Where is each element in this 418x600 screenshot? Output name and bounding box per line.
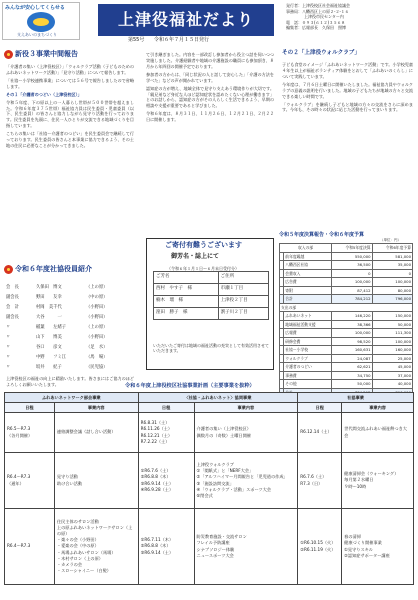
table-row: 楠木 瑠 様 上津役２丁目: [154, 296, 269, 308]
section3-title: その２「上津役ウォルクラブ」: [282, 50, 360, 56]
flower-icon: [4, 50, 13, 59]
issue-number: 第55号: [128, 37, 145, 43]
table-row: 西村 やす子 様 市瀬１丁目: [154, 284, 269, 296]
newsletter-title: 上津役福祉だより: [98, 4, 274, 36]
donation-box: [146, 238, 274, 370]
table-row: R6.5～R7.3 （各月開催） 連絡調整会議（話し合い活動） R6.8.31（土） R6.11.26（土） R6.12.21（土） R7.2.22（土） 介護者の集い（上津役校区） 偶数月の（奇数）土曜日開催 R6.12.14（土） 世代間交流ふれあい福祉餅つき大会: [5, 413, 414, 453]
section1-body: 「介護者の集い（上津役校区）」「ウォルクラブ活動（子どものためのふれあいネットワーク活動）」「見守り活動」について報告します。 「社協ー小学校連携事業」については５６号で報告しましたので省略します。 その１「介護者のつどい（上津役校区）」 令和５年度、下の原以上の一人暮らし世帯が５００世帯を超えました。令和６年度３７５世帯）福祉協力員は民生委員・児童委員（以下、民生委員）の皆さんと協力しながら見守り活動を行っております。民生委員を先頭に、住民一人ひとりが交流できる地域づくりを目指しています。 こちらの集いは「社協ー介護者のつどい」を民生委員会で継続して行っております。民生委員の皆さんと本事業に協力できるよう、その土地の住民に必要なことが分かってきました。: [6, 64, 134, 149]
table-row: 会費収入 0 0: [280, 269, 413, 278]
table-row: 合計 784,212 796,000: [280, 295, 413, 304]
table-row: ふれあいネット 146,220 150,000: [280, 312, 413, 321]
issue-info: [128, 37, 217, 44]
publisher-line: 編集者：広報部長 久保田 照博: [286, 25, 346, 31]
center-body: て引き継ぎました。内容を一部改訂し参加者から役立つ話を伺いつつ実施しました。介護経験者や地域の介護施設の職員にも参加頂き、８月から年四回の開催予定でおります。 参加者の方からは、「同じ状況の人と話して安心した」「介護の方法を学べた」などの声が聞かれています。 認知症の方が増え、地域全体で見守り支えあう環境作りが大切です。「親兄弟など身近な人ほど認知症状を認めたくない心理が働きます」とのお話しから、認知症の方がその人らしく生活できるよう、早期の相談や支援が重要であると学びました。 令和６年度は、８月３１日、１１月２６日、１２月２１日、２月２２日に開催します。: [146, 52, 274, 123]
table-row: 広報費 100,000 111,300: [280, 329, 413, 338]
donation-table: ご芳名 ご住所 西村 やす子 様 市瀬１丁目 楠木 瑠 様 上津役２丁目 窪田 勝子 様 割子川２丁目: [153, 271, 269, 320]
table-row: 社協ー小学校 160,631 160,000: [280, 346, 413, 355]
officers-note: 上津役校区の福祉の向上に精励いたします。皆さまにはご協力のほどよろしくお願いいたします。: [6, 376, 134, 387]
table-row: 研修会費 98,520 100,000: [280, 337, 413, 346]
officer-row: 〃 谷口 彦文 （足 水）: [6, 345, 108, 351]
logo: [2, 2, 80, 40]
officers-list: [6, 283, 134, 388]
table-row: 八幡西区社協 36,500 35,000: [280, 261, 413, 270]
section3-body: 子ども食堂のイメージ「ふれあいネットワーク活動」です。小学校児童４年生以上が福祉ボランティア体験をとおして「ふれあいのくらし」について実践しています。 今年度は、７月６日土曜日に開催いたしました。福祉協力員やウォルクラブの意義の説明を行いました。地域の子どもたちが地域の方々と交流できる楽しい時間です。 「ウォルクラブ」を継続し子どもと地域の方々の交流をさらに深めます。今年も、その時々の状況に応じた活動を行ってまいります。: [282, 62, 413, 113]
donation-subtitle: 御芳名・誌上にて: [171, 253, 220, 260]
logo-emblem-icon: [27, 12, 55, 32]
table-row: 窪田 勝子 様 割子川２丁目: [154, 308, 269, 320]
publisher-line: 電 話：０９３(６１２)３５６８: [286, 19, 346, 25]
section1-title: 新役３事業中間報告: [4, 50, 78, 59]
table-row: 寄附 87,412 80,000: [280, 286, 413, 295]
officer-row: 〃 中野 フミ江 （馬 場）: [6, 355, 108, 361]
officer-row: 副会長 大谷 一 （小野田）: [6, 315, 108, 321]
budget-unit: （単位：円）: [380, 238, 401, 242]
publisher-line: 発行者：上津役校区社会福祉協議会: [286, 3, 350, 8]
officer-row: 〃 坂井 紀子 （民児協）: [6, 365, 108, 371]
officer-row: 会 計 村岡 美千代 （小野田）: [6, 305, 108, 311]
table-row: 事務費 34,750 37,000: [280, 371, 413, 380]
issue-date: 令和６年７月１５日発行: [153, 37, 209, 43]
publisher-line: 上津役市民センター内: [304, 14, 344, 20]
donation-period: （令和６年１月１日～６月末日受付分）: [167, 266, 239, 271]
officer-row: 〃 稲葉 左緒子 （上の原）: [6, 325, 108, 331]
schedule-title: 令和６年度上津役校区社協事業計画（主要事業を抜粋）: [125, 383, 255, 389]
flower-icon: [4, 265, 13, 274]
budget-table: 収入の部 令和5年度決算 令和6年度予算 前年度繰越 550,000 581,000 八幡西区社協 36,500 35,000 会費収入 0 0 広告費 100,000 100,000 寄附 87,412 80,000 合計 784,212 796,000 支出の部 ふれあいネット 146,220 150,000 地域福祉活動支援 38,366 50,000 広報費 100,000 111,300 研修会費 98,520 100,000 社協ー小学校 160,631 160,000 ウォルクラブ 24,087 25,000 介護者のつどい 62,621 45,000 事務費 34,750 37,000 その他 50,000 40,000: [279, 243, 413, 397]
publisher-line: 事務局：八幡西区上の原２-２-１６: [286, 8, 349, 14]
officer-row: 〃 山下 博美 （小野田）: [6, 335, 108, 341]
table-row: 広告費 100,000 100,000: [280, 278, 413, 287]
officer-row: 副会長 野田 友幸 （中の原）: [6, 295, 108, 301]
table-row: 前年度繰越 550,000 581,000: [280, 252, 413, 261]
logo-tagline: みんなが安心してくらせる: [5, 5, 65, 11]
logo-sub: 支えあいのまちづくり: [17, 32, 57, 37]
publisher-info: [286, 3, 414, 31]
budget-title: 令和５年度決算報告・令和６年度予算: [279, 232, 365, 238]
table-row: ウォルクラブ 24,087 25,000: [280, 354, 413, 363]
donation-footer: いただいたご寄付は地域の福祉活動の充実として有効活用させていただきます。: [153, 343, 269, 354]
officer-row: 会 長 久保田 博文 （上の原）: [6, 285, 108, 291]
schedule-table: ふれあいネットワーク部会事業 〈社協・ふれあいネット〉協同事業 社協事業 日程 事業内容 日程 事業内容 日程 事業内容 R6.5～R7.3 （各月開催） 連絡調整会議（話し合い活動） R6.8.31（土） R6.11.26（土） R6.12.21（土） R7.2.22（土） 介護者の集い（上津役校区） 偶数月の（奇数）土曜日開催 R6.12.14（土） 世代間交流ふれあい福祉餅つき大会 R6.4～R7.3 （通年） 見守り活動 助け合い活動 ①R6.7.6（土） ②R6.8.8（木） ③R6.9.14（土） ④R6.9.28（土） 上津役ウォルクラブ ①「閲紙式」と「NERF大会」 ②「アルフハイマー月間報告と「児児道の作成」 ③「施設訪問交流」 ④「ウォルクラブ・活動」スポーツ大会 ⑤閉会式 R6.7.6（土） R7.3（日） 健康清掃会（ウォーキング） 毎月第２水曜日 ９時～10時 R6.4～R7.3 住民主体のサロン活動 上の原ふれあいネットワークサロン（上の原） ・楽々の会（小野田） ・愛楽の会（中の原） ・馬場ふれあいサロン（馬場） ・木村サロン（上の原） ・カメラの会 ・スローシャイニー（白髪） ①R6.7.11（木） ②R6.8.8（木） ③R6.9.14（土） 防災教育施設・交流サロン フレイル予防講座 シナプソロジー体験 ニュースポーツ大会 ①R6.10.15（火） ②R6.11.19（火） 春の清掃 健康づくり開催事業 ①見守りスキル ②認知症サポーター講座: [4, 392, 414, 585]
table-row: R6.4～R7.3 （通年） 見守り活動 助け合い活動 ①R6.7.6（土） ②R6.8.8（木） ③R6.9.14（土） ④R6.9.28（土） 上津役ウォルクラブ ①「閲紙式」と「NERF大会」 ②「アルフハイマー月間報告と「児児道の作成」 ③「施設訪問交流」 ④「ウォルクラブ・活動」スポーツ大会 ⑤閉会式 R6.7.6（土） R7.3（日） 健康清掃会（ウォーキング） 毎月第２水曜日 ９時～10時: [5, 453, 414, 509]
table-row: 介護者のつどい 62,621 45,000: [280, 363, 413, 372]
table-row: R6.4～R7.3 住民主体のサロン活動 上の原ふれあいネットワークサロン（上の原） ・楽々の会（小野田） ・愛楽の会（中の原） ・馬場ふれあいサロン（馬場） ・木村サロン（上の原） ・カメラの会 ・スローシャイニー（白髪） ①R6.7.11（木） ②R6.8.8（木） ③R6.9.14（土） 防災教育施設・交流サロン フレイル予防講座 シナプソロジー体験 ニュースポーツ大会 ①R6.10.15（火） ②R6.11.19（火） 春の清掃 健康づくり開催事業 ①見守りスキル ②認知症サポーター講座: [5, 509, 414, 585]
table-row: 地域福祉活動支援 38,366 50,000: [280, 320, 413, 329]
donation-title: ご寄付有難うございます: [165, 241, 242, 249]
section2-title: 令和６年度社協役員紹介: [4, 265, 92, 274]
table-row: その他 50,000 40,000: [280, 380, 413, 389]
